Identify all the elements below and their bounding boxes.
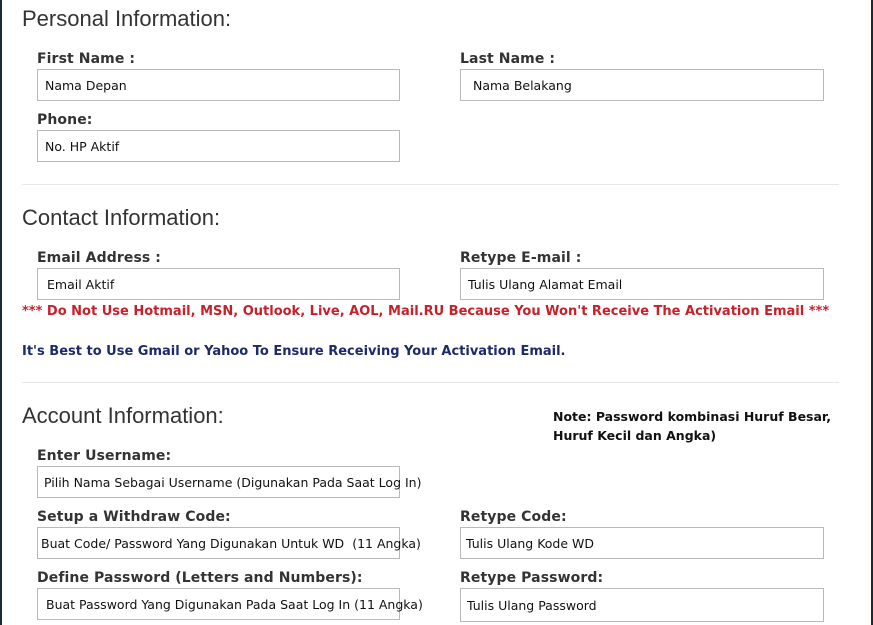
username-field[interactable]: Pilih Nama Sebagai Username (Digunakan Pada Saat Log In) [37, 466, 400, 498]
retype-code-field[interactable]: Tulis Ulang Kode WD [460, 527, 824, 559]
retype-code-label: Retype Code: [460, 509, 567, 525]
retype-email-label: Retype E-mail : [460, 250, 582, 266]
section-divider-1 [22, 184, 839, 185]
password-note: Note: Password kombinasi Huruf Besar, Huruf Kecil dan Angka) [553, 409, 831, 443]
username-label: Enter Username: [37, 448, 172, 464]
last-name-field[interactable]: Nama Belakang [460, 69, 824, 101]
contact-info-title: Contact Information: [22, 205, 221, 230]
personal-info-title: Personal Information: [22, 6, 232, 31]
withdraw-code-field[interactable] [37, 527, 421, 559]
first-name-label: First Name : [37, 51, 136, 67]
phone-field[interactable]: No. HP Aktif [37, 130, 400, 162]
withdraw-code-value: Buat Code/ Password Yang Digunakan Untuk WD [41, 535, 345, 551]
left-border [0, 0, 2, 625]
withdraw-code-suffix: (11 Angka) [352, 535, 421, 551]
account-info-title: Account Information: [22, 403, 224, 428]
password-field[interactable]: Buat Password Yang Digunakan Pada Saat Log In (11 Angka) [37, 588, 400, 620]
email-field[interactable]: Email Aktif [37, 268, 400, 300]
first-name-field[interactable]: Nama Depan [37, 69, 400, 101]
phone-label: Phone: [37, 112, 93, 128]
email-label: Email Address : [37, 250, 161, 266]
email-tip: It's Best to Use Gmail or Yahoo To Ensure Receiving Your Activation Email. [22, 344, 566, 359]
retype-password-label: Retype Password: [460, 570, 604, 586]
email-warning: *** Do Not Use Hotmail, MSN, Outlook, Live, AOL, Mail.RU Because You Won't Receive The Activation Email *** [22, 304, 830, 319]
retype-password-field[interactable]: Tulis Ulang Password [460, 588, 824, 622]
last-name-label: Last Name : [460, 51, 556, 67]
retype-email-field[interactable]: Tulis Ulang Alamat Email [460, 268, 824, 300]
section-divider-2 [22, 382, 839, 383]
password-label: Define Password (Letters and Numbers): [37, 570, 363, 586]
withdraw-code-label: Setup a Withdraw Code: [37, 509, 231, 525]
